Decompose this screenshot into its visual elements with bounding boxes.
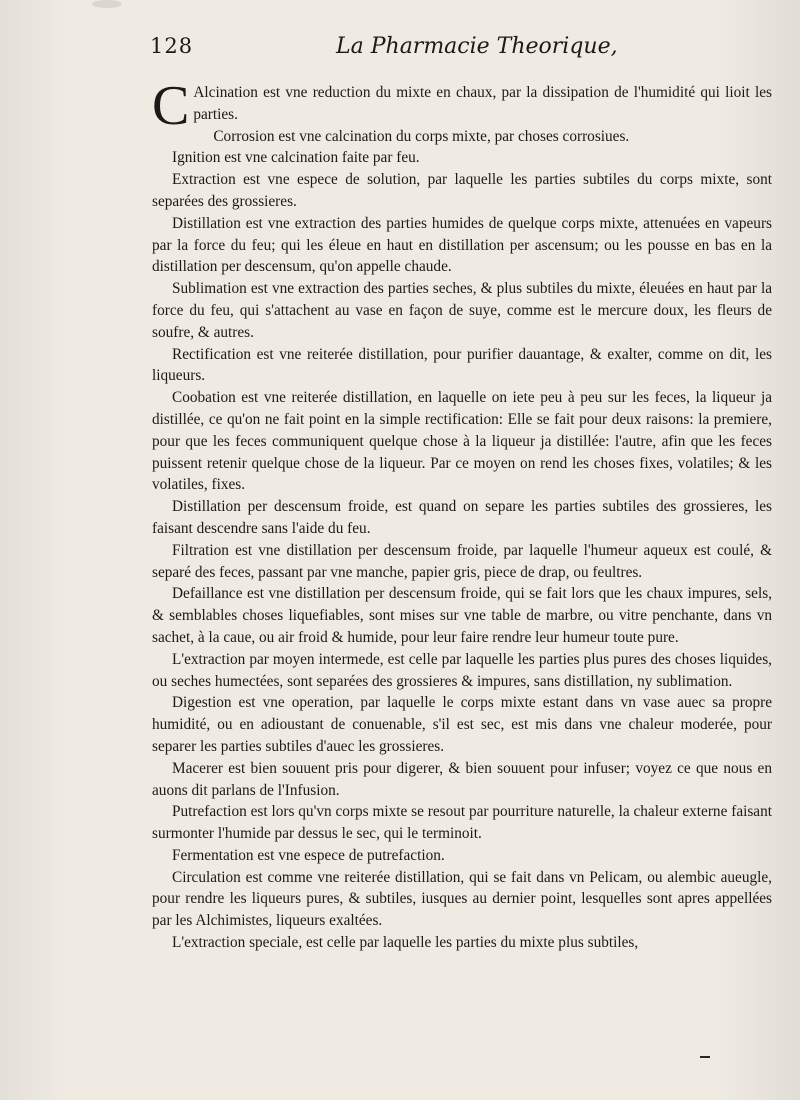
drop-cap: C	[152, 75, 190, 137]
paragraph-corrosion: Corrosion est vne calcination du corps mixte, par choses corrosiues.	[213, 127, 630, 145]
paragraph-circulation: Circulation est comme vne reiterée distillation, qui se fait dans vn Pelicam, ou alembic aueugle, pour rendre les liqueurs pures, & subtiles, iusques au dernier point, lesquelles sont apres appellées par les Alchimistes, liqueurs exaltées.	[152, 868, 772, 930]
paragraph-extraction-speciale: L'extraction speciale, est celle par laquelle les parties du mixte plus subtiles,	[172, 934, 639, 952]
paragraph-text: Alcination est vne reduction du mixte en chaux, par la dissipation de l'humidité qui lioit les parties.	[193, 84, 772, 123]
paragraph-distillation-froide: Distillation per descensum froide, est quand on separe les parties subtiles des grossieres, les faisant descendre sans l'aide du feu.	[152, 498, 772, 537]
paragraph-extraction: Extraction est vne espece de solution, par laquelle les parties subtiles du corps mixte, sont separées des grossieres.	[152, 171, 772, 210]
page-stain	[92, 0, 122, 8]
paragraph-fermentation: Fermentation est vne espece de putrefaction.	[172, 846, 445, 864]
running-title: La Pharmacie Theorique,	[336, 34, 618, 59]
paragraph-coobation: Coobation est vne reiterée distillation, en laquelle on iete peu à peu sur les feces, la liqueur ja distillée, ce qu'on ne fait point en la simple rectification: Elle se fait pour deux raisons: la premiere, pour que les feces communiquent quelque chose à la liqueur ja distillée: l'autre, afin que les feces puissent retenir quelque chose de la liqueur. Par ce moyen on rend les choses fixes, volatiles; & les volatiles, fixes.	[152, 389, 772, 494]
footer-mark	[700, 1056, 710, 1058]
paragraph-rectification: Rectification est vne reiterée distillation, pour purifier dauantage, & exalter, comme on dit, les liqueurs.	[152, 345, 772, 385]
page-header	[150, 34, 618, 74]
paragraph-macerer: Macerer est bien souuent pris pour digerer, & bien souuent pour infuser; voyez ce que nous en auons dit parlans de l'Infusion.	[152, 759, 772, 799]
paragraph-sublimation: Sublimation est vne extraction des parties seches, & plus subtiles du mixte, éleuées en haut par la force du feu, qui s'attachent au vase en façon de suye, comme est le mercure doux, les fleurs de soufre, & autres.	[152, 280, 772, 341]
paragraph-putrefaction: Putrefaction est lors qu'vn corps mixte se resout par pourriture naturelle, la chaleur externe faisant surmonter l'humide par dessus le sec, qui le terminoit.	[152, 803, 772, 843]
paragraph-distillation: Distillation est vne extraction des parties humides de quelque corps mixte, attenuées en vapeurs par la force du feu; qui les éleue en haut en distillation per ascensum; ou les pousse en bas en la distillation per descensum, qu'on appelle chaude.	[152, 214, 772, 276]
paragraph-extraction-intermede: L'extraction par moyen intermede, est celle par laquelle les parties plus pures des choses liquides, ou seches humectées, sont separées des grossieres & impures, sans distillation, ny sublimation.	[152, 650, 772, 690]
paragraph-filtration: Filtration est vne distillation per descensum froide, par laquelle l'humeur aqueux est coulé, & separé des feces, passant par vne manche, papier gris, piece de drap, ou feultres.	[152, 541, 772, 581]
paragraph-digestion: Digestion est vne operation, par laquelle le corps mixte estant dans vn vase auec sa propre humidité, ou en adioustant de conuenable, s'il est sec, est mis dans vne chaleur moderée, pour separer les parties subtiles d'auec les grossieres.	[152, 694, 772, 755]
paragraph-defaillance: Defaillance est vne distillation per descensum froide, qui se fait lors que les chaux impures, sels, & semblables choses liquefiables, sont mises sur vne table de marbre, ou vitre penchante, dans vn sachet, à la caue, ou air froid & humide, pour leur faire rendre leur humeur toute pure.	[152, 585, 772, 646]
page-number: 128	[150, 34, 194, 58]
page-body	[152, 75, 772, 954]
paragraph-ignition: Ignition est vne calcination faite par feu.	[172, 149, 420, 167]
